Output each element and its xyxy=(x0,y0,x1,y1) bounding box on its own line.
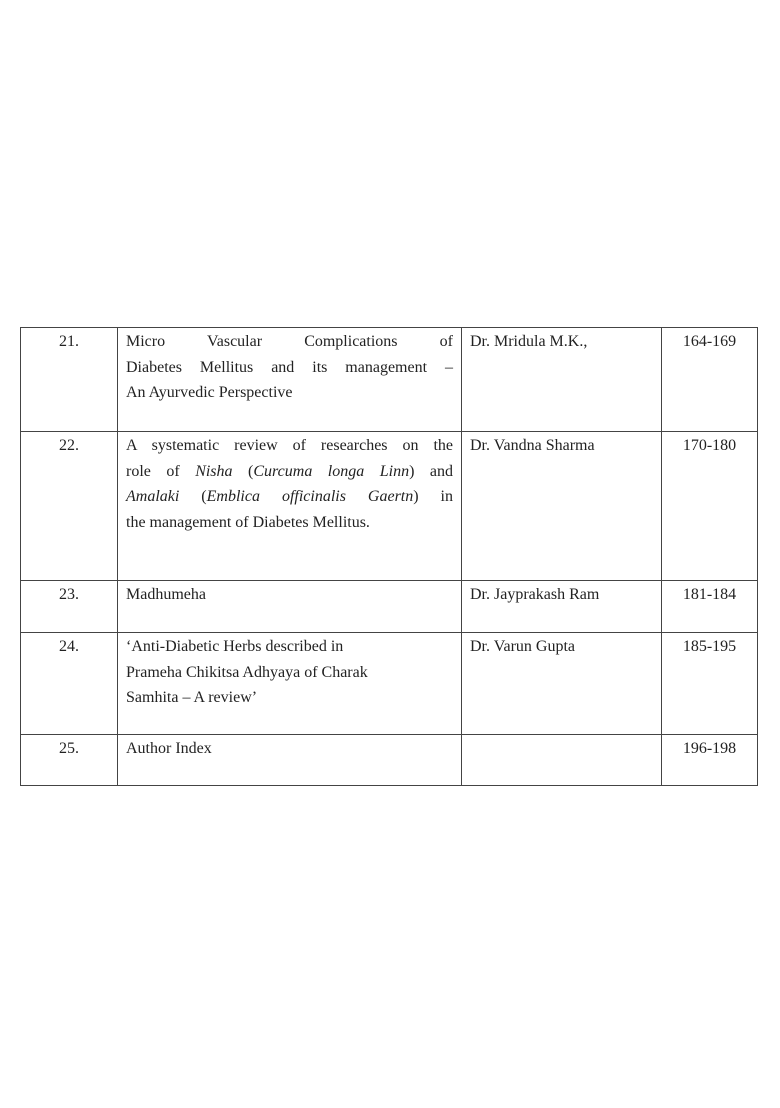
entry-pages: 181-184 xyxy=(662,581,758,633)
entry-title: Madhumeha xyxy=(118,581,462,633)
entry-pages: 164-169 xyxy=(662,328,758,432)
entry-number: 24. xyxy=(21,633,118,735)
entry-title: Micro Vascular Complications of Diabetes Mellitus and its management – An Ayurvedic Perspective xyxy=(118,328,462,432)
entry-title: ‘Anti-Diabetic Herbs described in Prameha Chikitsa Adhyaya of Charak Samhita – A review’ xyxy=(118,633,462,735)
entry-pages: 185-195 xyxy=(662,633,758,735)
table-row xyxy=(21,581,758,633)
entry-author: Dr. Mridula M.K., xyxy=(462,328,662,432)
entry-pages: 170-180 xyxy=(662,432,758,581)
table-row xyxy=(21,432,758,581)
entry-pages: 196-198 xyxy=(662,735,758,786)
table-row xyxy=(21,328,758,432)
table-row xyxy=(21,633,758,735)
entry-author: Dr. Varun Gupta xyxy=(462,633,662,735)
entry-title: Author Index xyxy=(118,735,462,786)
table-row xyxy=(21,735,758,786)
contents-table xyxy=(20,327,758,786)
entry-number: 25. xyxy=(21,735,118,786)
entry-author: Dr. Vandna Sharma xyxy=(462,432,662,581)
entry-number: 21. xyxy=(21,328,118,432)
entry-number: 23. xyxy=(21,581,118,633)
entry-number: 22. xyxy=(21,432,118,581)
entry-author xyxy=(462,735,662,786)
entry-author: Dr. Jayprakash Ram xyxy=(462,581,662,633)
entry-title: A systematic review of researches on the role of Nisha (Curcuma longa Linn) and Amalaki (Emblica officinalis Gaertn) in the management of Diabetes Mellitus. xyxy=(118,432,462,581)
